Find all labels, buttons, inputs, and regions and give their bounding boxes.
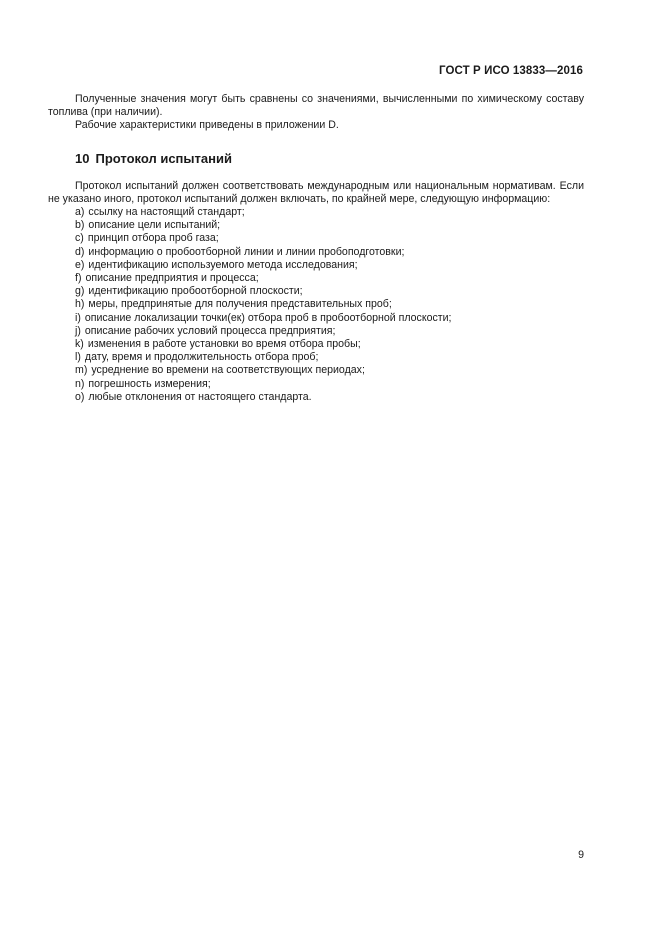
section-title: Протокол испытаний <box>95 150 232 166</box>
list-item-text: любые отклонения от настоящего стандарта. <box>88 390 312 403</box>
list-item-marker: c) <box>75 232 84 245</box>
list-item-marker: o) <box>75 390 85 403</box>
document-code-header: ГОСТ Р ИСО 13833—2016 <box>438 65 583 77</box>
list-item-marker: d) <box>75 245 85 258</box>
list-item-marker: i) <box>75 311 81 324</box>
list-item-marker: m) <box>75 364 88 377</box>
list-item-text: дату, время и продолжительность отбора проб; <box>84 351 319 364</box>
list-item-marker: b) <box>75 219 85 232</box>
section-paragraph: Протокол испытаний должен соответствовать международным или национальным нормативам. Если не указано иного, протокол испытаний должен включать, по крайней мере, следующую информацию: <box>48 179 584 205</box>
list-item-text: информацию о пробоотборной линии и линии пробоподготовки; <box>88 245 405 258</box>
list-item <box>48 259 584 272</box>
list-item-text: идентификацию используемого метода исследования; <box>88 258 358 271</box>
list-item-text: описание рабочих условий процесса предприятия; <box>84 324 336 337</box>
list-item-text: меры, предпринятые для получения представительных проб; <box>88 298 392 311</box>
list-item-marker: e) <box>75 258 85 271</box>
list-item <box>48 364 584 377</box>
list-item-text: изменения в работе установки во время отбора пробы; <box>87 338 361 351</box>
section-heading <box>48 151 584 167</box>
list-item <box>48 219 584 232</box>
list-item <box>48 338 584 351</box>
list-item <box>48 298 584 311</box>
page-body <box>48 93 584 404</box>
list-item-marker: j) <box>75 324 81 337</box>
list-item <box>48 325 584 338</box>
list-item-marker: l) <box>75 351 81 364</box>
list-item <box>48 378 584 391</box>
list-item-text: идентификацию пробоотборной плоскости; <box>88 285 303 298</box>
list-item-text: ссылку на настоящий стандарт; <box>88 206 245 219</box>
section-number: 10 <box>75 150 90 166</box>
list-item <box>48 351 584 364</box>
list-item <box>48 391 584 404</box>
list-item <box>48 232 584 245</box>
list-item-marker: g) <box>75 285 85 298</box>
page-number: 9 <box>578 849 584 861</box>
list-item-text: усреднение во времени на соответствующих периодах; <box>91 364 365 377</box>
list-item <box>48 272 584 285</box>
list-item-marker: f) <box>75 272 82 285</box>
list-item-text: принцип отбора проб газа; <box>87 232 219 245</box>
requirements-list <box>48 206 584 404</box>
list-item-text: описание цели испытаний; <box>88 219 221 232</box>
list-item <box>48 312 584 325</box>
list-item <box>48 206 584 219</box>
list-item <box>48 246 584 259</box>
list-item-marker: a) <box>75 206 85 219</box>
list-item <box>48 285 584 298</box>
list-item-marker: n) <box>75 377 85 390</box>
intro-paragraph-1: Полученные значения могут быть сравнены со значениями, вычисленными по химическому составу топлива (при наличии). <box>48 93 584 119</box>
list-item-text: погрешность измерения; <box>88 377 211 390</box>
intro-paragraph-2: Рабочие характеристики приведены в приложении D. <box>75 119 339 132</box>
list-item-marker: h) <box>75 298 85 311</box>
list-item-text: описание локализации точки(ек) отбора проб в пробоотборной плоскости; <box>84 311 452 324</box>
list-item-marker: k) <box>75 338 84 351</box>
list-item-text: описание предприятия и процесса; <box>85 272 259 285</box>
